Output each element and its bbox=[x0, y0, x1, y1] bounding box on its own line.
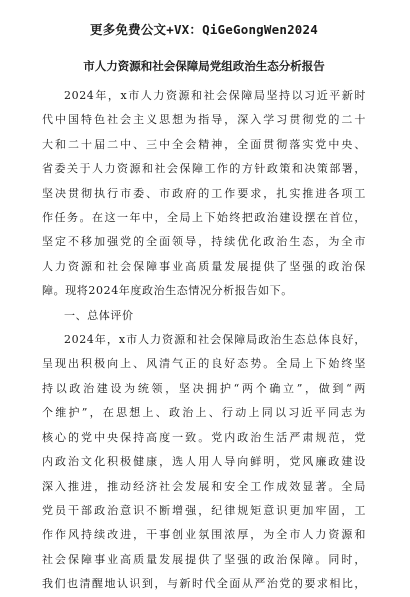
body-line: 大和二十届二中、三中全会精神，全面贯彻落实党中央、 bbox=[42, 137, 366, 151]
body-line: 个维护”，在思想上、政治上、行动上同以习近平同志为 bbox=[42, 406, 366, 420]
body-line: 社会保障事业高质量发展提供了坚强的政治保障。同时， bbox=[42, 552, 366, 566]
body-line: 深入推进，推动经济社会发展和安全工作成效显著。全局 bbox=[42, 479, 366, 493]
body-line: 2024年，x市人力资源和社会保障局坚持以习近平新时 bbox=[64, 89, 366, 102]
body-line: 坚决贯彻执行市委、市政府的工作要求，扎实推进各项工 bbox=[42, 186, 366, 200]
body-line: 内政治文化积极健康，选人用人导向鲜明，党风廉政建设 bbox=[42, 455, 366, 469]
body-line: 呈现出积极向上、风清气正的良好态势。全局上下始终坚 bbox=[42, 357, 366, 371]
body-line: 障。现将2024年度政治生态情况分析报告如下。 bbox=[42, 284, 293, 298]
body-line: 省委关于人力资源和社会保障工作的方针政策和决策部署， bbox=[42, 162, 366, 176]
body-line: 作任务。在这一年中，全局上下始终把政治建设摆在首位， bbox=[42, 211, 366, 225]
body-line: 党员干部政治意识不断增强，纪律规矩意识更加牢固，工 bbox=[42, 503, 366, 517]
body-line: 人力资源和社会保障事业高质量发展提供了坚强的政治保 bbox=[42, 259, 366, 273]
body-line: 2024年，x市人力资源和社会保障局政治生态总体良好， bbox=[64, 333, 366, 347]
document-title: 市人力资源和社会保障局党组政治生态分析报告 bbox=[83, 59, 325, 73]
promo-banner: 更多免费公文+VX：QiGeGongWen2024 bbox=[90, 22, 318, 37]
body-line: 坚定不移加强党的全面领导，持续优化政治生态，为全市 bbox=[42, 235, 366, 249]
body-line: 我们也清醒地认识到，与新时代全面从严治党的要求相比， bbox=[42, 577, 366, 591]
body-line: 核心的党中央保持高度一致。党内政治生活严肃规范，党 bbox=[42, 430, 366, 444]
section-heading: 一、总体评价 bbox=[64, 308, 134, 322]
body-line: 作作风持续改进，干事创业氛围浓厚，为全市人力资源和 bbox=[42, 528, 366, 542]
document-body bbox=[42, 84, 366, 597]
body-line: 持以政治建设为统领，坚决拥护“两个确立”，做到“两 bbox=[42, 381, 366, 395]
body-line: 代中国特色社会主义思想为指导，深入学习贯彻党的二十 bbox=[42, 113, 366, 127]
